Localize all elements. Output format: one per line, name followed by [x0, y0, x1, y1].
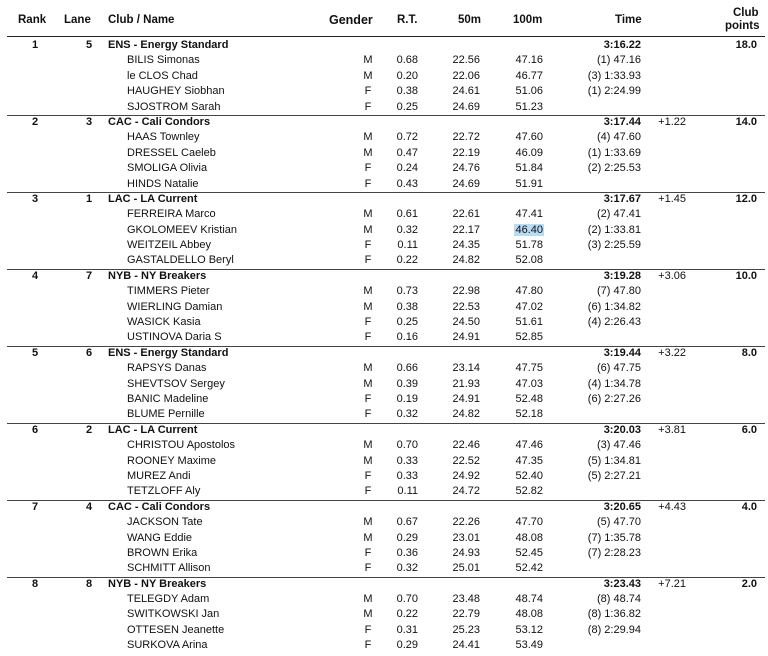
swimmer-gender: F — [364, 546, 372, 559]
swimmer-name: OTTESEN Jeanette — [127, 623, 225, 636]
swimmer-gender: M — [363, 439, 373, 452]
swimmer-reaction-time: 0.16 — [396, 331, 418, 344]
swimmer-reaction-time: 0.61 — [396, 208, 418, 221]
swimmer-row — [0, 484, 768, 499]
swimmer-name: SURKOVA Arina — [127, 639, 208, 652]
swimmer-reaction-time: 0.38 — [396, 300, 418, 313]
swimmer-split-50m: 24.72 — [452, 485, 480, 498]
swimmer-gender: F — [364, 469, 372, 482]
swimmer-split-50m: 21.93 — [452, 377, 480, 390]
swimmer-split-100m: 52.82 — [515, 485, 543, 498]
swimmer-split-100m: 47.41 — [515, 208, 543, 221]
swimmer-split-100m: 48.08 — [515, 608, 543, 621]
swimmer-cumulative-split: (3) 47.46 — [596, 439, 641, 452]
team-lane: 7 — [85, 269, 93, 282]
swimmer-split-50m: 22.19 — [452, 146, 480, 159]
swimmer-reaction-time: 0.24 — [396, 162, 418, 175]
swimmer-cumulative-split: (2) 47.41 — [596, 208, 641, 221]
team-time: 3:17.67 — [603, 192, 641, 205]
swimmer-split-50m: 24.69 — [452, 100, 480, 113]
swimmer-split-50m: 22.53 — [452, 300, 480, 313]
results-table — [0, 38, 768, 654]
team-rank: 7 — [31, 500, 39, 513]
swimmer-cumulative-split: (1) 2:24.99 — [587, 85, 641, 98]
swimmer-name: DRESSEL Caeleb — [127, 146, 216, 159]
swimmer-reaction-time: 0.70 — [396, 593, 418, 606]
swimmer-gender: M — [363, 454, 373, 467]
swimmer-name: JACKSON Tate — [127, 516, 203, 529]
swimmer-gender: M — [363, 593, 373, 606]
swimmer-name: HAUGHEY Siobhan — [127, 85, 225, 98]
team-rank: 5 — [31, 346, 39, 359]
swimmer-row — [0, 623, 768, 638]
swimmer-reaction-time: 0.11 — [397, 485, 418, 498]
swimmer-cumulative-split: (3) 2:25.59 — [587, 239, 641, 252]
swimmer-row — [0, 592, 768, 607]
swimmer-reaction-time: 0.67 — [396, 516, 418, 529]
swimmer-name: SHEVTSOV Sergey — [127, 377, 225, 390]
swimmer-cumulative-split: (7) 47.80 — [596, 285, 641, 298]
swimmer-row — [0, 546, 768, 561]
team-points: 6.0 — [741, 423, 757, 436]
team-club: CAC - Cali Condors — [108, 115, 211, 128]
team-lane: 2 — [85, 423, 93, 436]
team-rank: 4 — [31, 269, 39, 282]
swimmer-gender: F — [364, 316, 372, 329]
swimmer-split-100m: 51.91 — [515, 177, 543, 190]
swimmer-split-100m: 51.78 — [515, 239, 543, 252]
swimmer-split-50m: 22.79 — [452, 608, 480, 621]
team-row — [0, 38, 768, 53]
swimmer-gender: F — [364, 485, 372, 498]
swimmer-split-50m: 24.76 — [452, 162, 480, 175]
swimmer-cumulative-split: (8) 48.74 — [596, 593, 641, 606]
table-header — [0, 0, 768, 38]
swimmer-gender: M — [363, 223, 373, 236]
swimmer-row — [0, 392, 768, 407]
team-rank: 1 — [31, 39, 39, 51]
team-lane: 1 — [85, 192, 93, 205]
team-lane: 4 — [85, 500, 93, 513]
swimmer-row — [0, 161, 768, 176]
swimmer-split-50m: 25.01 — [452, 562, 480, 575]
team-club: LAC - LA Current — [108, 423, 198, 436]
swimmer-row — [0, 515, 768, 530]
swimmer-cumulative-split: (2) 2:25.53 — [587, 162, 641, 175]
swimmer-reaction-time: 0.31 — [396, 623, 418, 636]
swimmer-row — [0, 69, 768, 84]
swimmer-row — [0, 100, 768, 115]
swimmer-split-50m: 22.56 — [452, 54, 480, 67]
swimmer-name: TETZLOFF Aly — [127, 485, 201, 498]
swimmer-name: MUREZ Andi — [127, 469, 191, 482]
header-rule — [7, 36, 765, 37]
swimmer-cumulative-split: (6) 1:34.82 — [587, 300, 641, 313]
swimmer-cumulative-split: (6) 47.75 — [596, 362, 641, 375]
swimmer-gender: F — [364, 623, 372, 636]
swimmer-gender: M — [363, 208, 373, 221]
swimmer-row — [0, 207, 768, 222]
swimmer-reaction-time: 0.66 — [396, 362, 418, 375]
swimmer-row — [0, 561, 768, 576]
header-club-points-bottom: points — [725, 20, 760, 32]
swimmer-split-50m: 25.23 — [452, 623, 480, 636]
swimmer-cumulative-split: (5) 2:27.21 — [587, 469, 641, 482]
team-rank: 8 — [31, 577, 39, 590]
swimmer-row — [0, 607, 768, 622]
swimmer-split-50m: 22.52 — [452, 454, 480, 467]
swimmer-row — [0, 130, 768, 145]
swimmer-split-100m: 51.06 — [515, 85, 543, 98]
team-points: 18.0 — [735, 39, 757, 51]
team-row — [0, 115, 768, 130]
team-row — [0, 577, 768, 592]
team-row — [0, 346, 768, 361]
swimmer-gender: F — [364, 639, 372, 652]
swimmer-reaction-time: 0.39 — [396, 377, 418, 390]
swimmer-split-100m: 52.08 — [515, 254, 543, 267]
swimmer-gender: M — [363, 54, 373, 67]
swimmer-reaction-time: 0.72 — [396, 131, 418, 144]
swimmer-name: SWITKOWSKI Jan — [127, 608, 220, 621]
team-time: 3:17.44 — [603, 115, 641, 128]
swimmer-split-100m: 47.16 — [515, 54, 543, 67]
swimmer-split-100m: 51.61 — [515, 316, 543, 329]
swimmer-split-100m: 52.18 — [515, 408, 543, 421]
swimmer-split-100m: 51.23 — [515, 100, 543, 113]
team-club: CAC - Cali Condors — [108, 500, 211, 513]
team-time: 3:20.03 — [603, 423, 641, 436]
header-100m: 100m — [513, 14, 543, 26]
swimmer-split-100m: 47.70 — [515, 516, 543, 529]
team-behind: +3.22 — [658, 346, 686, 359]
swimmer-gender: F — [364, 408, 372, 421]
swimmer-gender: M — [363, 131, 373, 144]
swimmer-row — [0, 238, 768, 253]
team-club: ENS - Energy Standard — [108, 346, 229, 359]
swimmer-split-50m: 24.41 — [452, 639, 480, 652]
swimmer-name: SMOLIGA Olivia — [127, 162, 208, 175]
team-time: 3:19.44 — [603, 346, 641, 359]
swimmer-name: SCHMITT Allison — [127, 562, 211, 575]
swimmer-split-100m: 48.74 — [515, 593, 543, 606]
swimmer-split-50m: 24.35 — [452, 239, 480, 252]
swimmer-reaction-time: 0.19 — [396, 392, 418, 405]
swimmer-split-100m: 47.60 — [515, 131, 543, 144]
team-lane: 8 — [85, 577, 93, 590]
swimmer-row — [0, 638, 768, 653]
swimmer-reaction-time: 0.11 — [397, 239, 418, 252]
swimmer-split-100m: 53.49 — [515, 639, 543, 652]
swimmer-split-100m: 53.12 — [515, 623, 543, 636]
swimmer-reaction-time: 0.22 — [396, 608, 418, 621]
header-time: Time — [615, 14, 642, 26]
swimmer-split-50m: 22.17 — [452, 223, 480, 236]
swimmer-split-100m: 46.77 — [515, 69, 543, 82]
swimmer-gender: M — [363, 362, 373, 375]
header-lane: Lane — [64, 14, 91, 26]
swimmer-gender: F — [364, 177, 372, 190]
team-row — [0, 500, 768, 515]
swimmer-split-100m: 52.42 — [515, 562, 543, 575]
team-row — [0, 192, 768, 207]
swimmer-split-100m: 47.35 — [515, 454, 543, 467]
header-gender: Gender — [329, 13, 373, 27]
swimmer-name: HAAS Townley — [127, 131, 200, 144]
swimmer-row — [0, 223, 768, 238]
swimmer-gender: F — [364, 100, 372, 113]
swimmer-split-50m: 24.82 — [452, 254, 480, 267]
swimmer-split-100m: 51.84 — [515, 162, 543, 175]
swimmer-name: BANIC Madeline — [127, 392, 209, 405]
swimmer-row — [0, 531, 768, 546]
swimmer-split-50m: 22.26 — [452, 516, 480, 529]
team-time: 3:19.28 — [603, 269, 641, 282]
swimmer-split-100m: 48.08 — [515, 531, 543, 544]
swimmer-reaction-time: 0.25 — [396, 316, 418, 329]
team-rank: 3 — [31, 192, 39, 205]
swimmer-reaction-time: 0.33 — [396, 469, 418, 482]
team-points: 4.0 — [741, 500, 757, 513]
swimmer-cumulative-split: (5) 1:34.81 — [587, 454, 641, 467]
swimmer-gender: F — [364, 239, 372, 252]
swimmer-split-50m: 24.92 — [452, 469, 480, 482]
swimmer-row — [0, 177, 768, 192]
swimmer-gender: M — [363, 516, 373, 529]
swimmer-row — [0, 253, 768, 268]
swimmer-name: USTINOVA Daria S — [127, 331, 222, 344]
swimmer-split-50m: 22.98 — [452, 285, 480, 298]
highlighted-split: 46.40 — [515, 223, 543, 236]
swimmer-name: WANG Eddie — [127, 531, 193, 544]
swimmer-name: BROWN Erika — [127, 546, 198, 559]
header-reaction-time: R.T. — [397, 14, 418, 26]
swimmer-row — [0, 469, 768, 484]
swimmer-split-100m: 47.46 — [515, 439, 543, 452]
swimmer-row — [0, 84, 768, 99]
swimmer-name: FERREIRA Marco — [127, 208, 216, 221]
swimmer-reaction-time: 0.43 — [396, 177, 418, 190]
swimmer-gender: F — [364, 85, 372, 98]
swimmer-gender: M — [363, 69, 373, 82]
swimmer-reaction-time: 0.32 — [396, 562, 418, 575]
swimmer-row — [0, 377, 768, 392]
swimmer-gender: F — [364, 162, 372, 175]
swimmer-cumulative-split: (8) 1:36.82 — [587, 608, 641, 621]
swimmer-split-100m: 52.45 — [515, 546, 543, 559]
header-club-name: Club / Name — [108, 14, 175, 26]
team-behind: +3.81 — [658, 423, 686, 436]
team-points: 10.0 — [735, 269, 757, 282]
swimmer-split-100m: 52.48 — [515, 392, 543, 405]
swimmer-reaction-time: 0.36 — [396, 546, 418, 559]
swimmer-split-100m: 46.09 — [515, 146, 543, 159]
swimmer-name: CHRISTOU Apostolos — [127, 439, 236, 452]
team-lane: 5 — [85, 39, 93, 51]
swimmer-cumulative-split: (7) 2:28.23 — [587, 546, 641, 559]
swimmer-name: GASTALDELLO Beryl — [127, 254, 234, 267]
team-lane: 3 — [85, 115, 93, 128]
team-club: LAC - LA Current — [108, 192, 198, 205]
swimmer-split-50m: 22.61 — [452, 208, 480, 221]
swimmer-gender: M — [363, 285, 373, 298]
swimmer-reaction-time: 0.32 — [396, 408, 418, 421]
swimmer-split-50m: 22.46 — [452, 439, 480, 452]
swimmer-cumulative-split: (4) 1:34.78 — [587, 377, 641, 390]
team-behind: +4.43 — [658, 500, 686, 513]
team-time: 3:20.65 — [603, 500, 641, 513]
team-row — [0, 269, 768, 284]
swimmer-cumulative-split: (6) 2:27.26 — [587, 392, 641, 405]
swimmer-row — [0, 407, 768, 422]
swimmer-split-50m: 24.93 — [452, 546, 480, 559]
header-50m: 50m — [458, 14, 482, 26]
swimmer-gender: M — [363, 300, 373, 313]
swimmer-row — [0, 361, 768, 376]
team-club: ENS - Energy Standard — [108, 39, 229, 51]
swimmer-split-50m: 24.91 — [452, 331, 480, 344]
team-time: 3:16.22 — [603, 39, 641, 51]
swimmer-cumulative-split: (8) 2:29.94 — [587, 623, 641, 636]
swimmer-split-50m: 23.48 — [452, 593, 480, 606]
team-points: 14.0 — [735, 115, 757, 128]
swimmer-name: BLUME Pernille — [127, 408, 205, 421]
header-rank: Rank — [18, 14, 47, 26]
swimmer-reaction-time: 0.38 — [396, 85, 418, 98]
swimmer-row — [0, 315, 768, 330]
swimmer-gender: M — [363, 608, 373, 621]
swimmer-cumulative-split: (7) 1:35.78 — [587, 531, 641, 544]
swimmer-reaction-time: 0.68 — [396, 54, 418, 67]
swimmer-row — [0, 300, 768, 315]
swimmer-reaction-time: 0.25 — [396, 100, 418, 113]
team-lane: 6 — [85, 346, 93, 359]
swimmer-cumulative-split: (3) 1:33.93 — [587, 69, 641, 82]
swimmer-reaction-time: 0.70 — [396, 439, 418, 452]
swimmer-name: WIERLING Damian — [127, 300, 223, 313]
swimmer-reaction-time: 0.20 — [396, 69, 418, 82]
swimmer-reaction-time: 0.22 — [396, 254, 418, 267]
swimmer-split-100m: 47.75 — [515, 362, 543, 375]
swimmer-gender: F — [364, 254, 372, 267]
swimmer-split-50m: 24.91 — [452, 392, 480, 405]
swimmer-name: WEITZEIL Abbey — [127, 239, 211, 252]
swimmer-cumulative-split: (1) 1:33.69 — [587, 146, 641, 159]
swimmer-reaction-time: 0.73 — [396, 285, 418, 298]
swimmer-name: ROONEY Maxime — [127, 454, 217, 467]
swimmer-cumulative-split: (5) 47.70 — [596, 516, 641, 529]
swimmer-split-100m: 47.03 — [515, 377, 543, 390]
swimmer-reaction-time: 0.29 — [396, 639, 418, 652]
swimmer-split-100m: 52.85 — [515, 331, 543, 344]
swimmer-name: WASICK Kasia — [127, 316, 201, 329]
team-row — [0, 423, 768, 438]
team-points: 12.0 — [735, 192, 757, 205]
swimmer-cumulative-split: (4) 2:26.43 — [587, 316, 641, 329]
swimmer-name: TIMMERS Pieter — [127, 285, 210, 298]
swimmer-split-50m: 22.06 — [452, 69, 480, 82]
swimmer-cumulative-split: (4) 47.60 — [596, 131, 641, 144]
swimmer-name: le CLOS Chad — [127, 69, 198, 82]
swimmer-gender: F — [364, 331, 372, 344]
swimmer-row — [0, 284, 768, 299]
swimmer-reaction-time: 0.47 — [396, 146, 418, 159]
swimmer-name: HINDS Natalie — [127, 177, 199, 190]
swimmer-reaction-time: 0.33 — [396, 454, 418, 467]
team-behind: +1.22 — [658, 115, 686, 128]
team-rank: 6 — [31, 423, 39, 436]
swimmer-name: BILIS Simonas — [127, 54, 200, 67]
header-club-points-top: Club — [733, 7, 759, 19]
swimmer-gender: M — [363, 146, 373, 159]
swimmer-row — [0, 53, 768, 68]
swimmer-name: GKOLOMEEV Kristian — [127, 223, 238, 236]
team-rank: 2 — [31, 115, 39, 128]
swimmer-split-100m: 52.40 — [515, 469, 543, 482]
swimmer-split-100m — [510, 223, 543, 238]
swimmer-split-50m: 24.69 — [452, 177, 480, 190]
team-behind: +3.06 — [658, 269, 686, 282]
swimmer-split-50m: 22.72 — [452, 131, 480, 144]
swimmer-split-50m: 24.50 — [452, 316, 480, 329]
swimmer-split-100m: 47.80 — [515, 285, 543, 298]
swimmer-split-50m: 23.01 — [452, 531, 480, 544]
swimmer-row — [0, 438, 768, 453]
team-points: 2.0 — [741, 577, 757, 590]
team-points: 8.0 — [741, 346, 757, 359]
team-club: NYB - NY Breakers — [108, 577, 207, 590]
swimmer-split-50m: 23.14 — [452, 362, 480, 375]
team-club: NYB - NY Breakers — [108, 269, 207, 282]
swimmer-reaction-time: 0.29 — [396, 531, 418, 544]
swimmer-gender: F — [364, 392, 372, 405]
swimmer-row — [0, 330, 768, 345]
swimmer-row — [0, 146, 768, 161]
swimmer-split-50m: 24.82 — [452, 408, 480, 421]
swimmer-split-100m: 47.02 — [515, 300, 543, 313]
swimmer-split-50m: 24.61 — [452, 85, 480, 98]
swimmer-reaction-time: 0.32 — [396, 223, 418, 236]
swimmer-gender: F — [364, 562, 372, 575]
swimmer-name: RAPSYS Danas — [127, 362, 207, 375]
team-behind: +1.45 — [658, 192, 686, 205]
swimmer-row — [0, 454, 768, 469]
team-time: 3:23.43 — [603, 577, 641, 590]
swimmer-name: SJOSTROM Sarah — [127, 100, 221, 113]
swimmer-gender: M — [363, 377, 373, 390]
team-behind: +7.21 — [658, 577, 686, 590]
swimmer-cumulative-split: (1) 47.16 — [596, 54, 641, 67]
swimmer-name: TELEGDY Adam — [127, 593, 210, 606]
swimmer-gender: M — [363, 531, 373, 544]
swimmer-cumulative-split: (2) 1:33.81 — [587, 223, 641, 236]
